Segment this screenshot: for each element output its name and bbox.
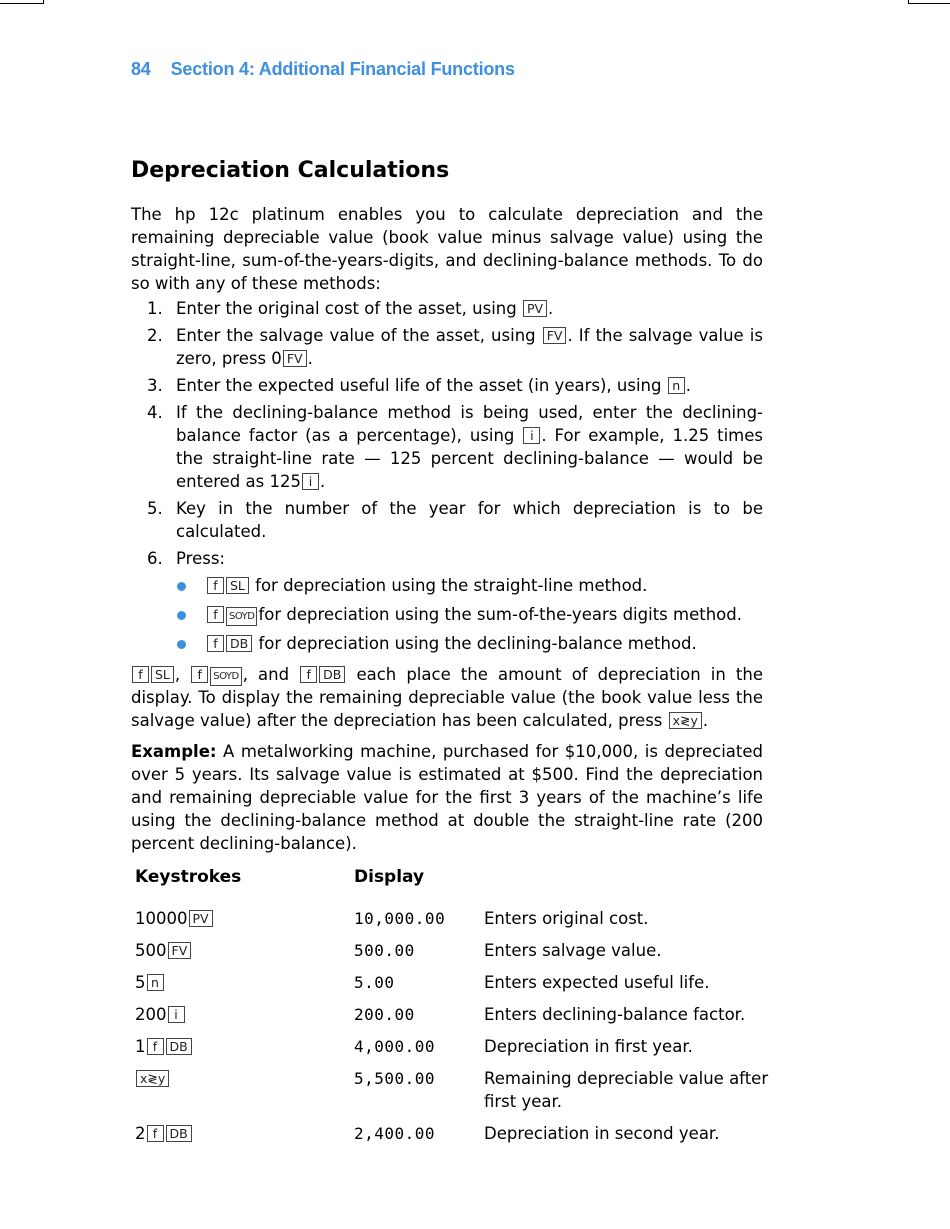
example-paragraph xyxy=(131,740,763,855)
key-icon: DB xyxy=(166,1038,192,1055)
key-icon: f xyxy=(207,577,224,594)
inline-text: If the declining-balance method is being used, enter the declining-balance factor (as a percentage), using xyxy=(176,403,763,445)
crop-mark-right xyxy=(908,0,950,4)
inline-text: . xyxy=(319,472,326,491)
inline-text: , xyxy=(174,665,191,684)
keystrokes-cell xyxy=(131,1067,350,1122)
step-number: 2. xyxy=(147,326,163,345)
key-icon: SL xyxy=(151,666,174,683)
key-icon: PV xyxy=(189,910,213,927)
list-item xyxy=(131,547,763,570)
display-header: Display xyxy=(354,867,425,887)
table-row xyxy=(131,1003,771,1035)
description-cell: Enters expected useful life. xyxy=(484,973,710,992)
key-icon: FV xyxy=(283,350,307,367)
keystrokes-table-body xyxy=(131,907,771,1154)
description-cell: Enters salvage value. xyxy=(484,941,662,960)
key-icon: x≷y xyxy=(669,712,702,729)
page-content xyxy=(131,158,769,1154)
key-icon: SOYD xyxy=(210,667,241,686)
display-cell: 5,500.00 xyxy=(354,1069,436,1088)
keystrokes-cell xyxy=(131,1122,350,1154)
inline-text: 10000 xyxy=(135,909,188,928)
key-icon: i xyxy=(523,427,540,444)
key-icon: DB xyxy=(226,635,252,652)
display-cell: 5.00 xyxy=(354,973,395,992)
keystrokes-cell xyxy=(131,907,350,939)
list-item xyxy=(131,603,763,626)
list-item xyxy=(131,497,763,543)
inline-text: . xyxy=(548,299,554,318)
display-cell: 4,000.00 xyxy=(354,1037,436,1056)
description-cell: Depreciation in second year. xyxy=(484,1124,720,1143)
key-icon: FV xyxy=(543,327,567,344)
inline-text: Enter the original cost of the asset, using xyxy=(176,299,522,318)
key-icon: f xyxy=(207,606,224,623)
keystrokes-cell xyxy=(131,971,350,1003)
key-icon: DB xyxy=(319,666,345,683)
step-number: 1. xyxy=(147,299,163,318)
key-icon: f xyxy=(191,666,208,683)
key-icon: f xyxy=(132,666,149,683)
inline-text: . If the salvage value is zero, press 0 xyxy=(176,326,763,368)
step-number: 3. xyxy=(147,376,163,395)
bullet-icon xyxy=(177,611,186,620)
key-icon: SL xyxy=(226,577,249,594)
bullet-icon xyxy=(177,640,186,649)
description-cell: Enters declining-balance factor. xyxy=(484,1005,746,1024)
inline-text: Key in the number of the year for which depreciation is to be calculated. xyxy=(176,499,763,541)
inline-text: . xyxy=(702,711,709,730)
key-icon: DB xyxy=(166,1125,192,1142)
inline-text: 2 xyxy=(135,1124,146,1143)
list-item xyxy=(131,632,763,655)
list-item xyxy=(131,374,763,397)
summary-paragraph xyxy=(131,663,763,732)
inline-text: . xyxy=(685,376,691,395)
inline-text: 1 xyxy=(135,1037,146,1056)
display-cell: 200.00 xyxy=(354,1005,415,1024)
description-header xyxy=(480,867,771,907)
display-cell: 2,400.00 xyxy=(354,1124,436,1143)
list-item xyxy=(131,297,763,320)
key-icon: FV xyxy=(168,942,192,959)
table-row xyxy=(131,1122,771,1154)
key-icon: f xyxy=(147,1125,164,1142)
example-text: A metalworking machine, purchased for $10,000, is depreciated over 5 years. Its salvage value is estimated at $500. Find the depreciation and remaining depreciable value for the first 3 years of the machine’s life using the declining-balance method at double the straight-line rate (200 percent declining-balance). xyxy=(131,742,763,853)
display-cell: 10,000.00 xyxy=(354,909,446,928)
example-label: Example: xyxy=(131,742,217,761)
table-row xyxy=(131,971,771,1003)
key-icon: f xyxy=(207,635,224,652)
page-number: 84 xyxy=(131,59,151,79)
inline-text: 5 xyxy=(135,973,146,992)
inline-text: . For example, 1.25 times the straight-line rate — 125 percent declining-balance — would be entered as 125 xyxy=(176,426,763,491)
step-number: 5. xyxy=(147,499,163,518)
description-cell: Enters original cost. xyxy=(484,909,649,928)
inline-text: Enter the salvage value of the asset, using xyxy=(176,326,542,345)
list-item xyxy=(131,324,763,370)
keystrokes-table xyxy=(131,867,771,1154)
table-row xyxy=(131,1067,771,1122)
page-heading: Depreciation Calculations xyxy=(131,158,450,183)
press-options-list xyxy=(131,574,763,655)
steps-list xyxy=(131,297,763,570)
list-item xyxy=(131,574,763,597)
keystrokes-cell xyxy=(131,1003,350,1035)
description-cell: Remaining depreciable value after first year. xyxy=(484,1069,769,1111)
keystrokes-cell xyxy=(131,939,350,971)
intro-paragraph: The hp 12c platinum enables you to calculate depreciation and the remaining depreciable value (book value minus salvage value) using the straight-line, sum-of-the-years-digits, and declining-balance methods. To do so with any of these methods: xyxy=(131,205,763,293)
inline-text: for depreciation using the straight-line method. xyxy=(249,576,648,595)
inline-text: for depreciation using the sum-of-the-years digits method. xyxy=(258,605,742,624)
crop-mark-left xyxy=(0,0,44,4)
key-icon: f xyxy=(300,666,317,683)
step-number: 4. xyxy=(147,403,163,422)
keystrokes-header: Keystrokes xyxy=(135,867,242,887)
key-icon: SOYD xyxy=(226,607,257,626)
key-icon: x≷y xyxy=(136,1070,169,1087)
inline-text: 200 xyxy=(135,1005,167,1024)
key-icon: n xyxy=(668,377,685,394)
inline-text: 500 xyxy=(135,941,167,960)
inline-text: Press: xyxy=(176,549,225,568)
list-item xyxy=(131,401,763,493)
key-icon: PV xyxy=(523,300,547,317)
inline-text: for depreciation using the declining-balance method. xyxy=(253,634,697,653)
inline-text: . xyxy=(307,349,313,368)
section-title: Section 4: Additional Financial Functions xyxy=(170,59,515,79)
key-icon: n xyxy=(147,974,164,991)
table-row xyxy=(131,1035,771,1067)
table-header-row xyxy=(131,867,771,907)
key-icon: f xyxy=(147,1038,164,1055)
description-cell: Depreciation in first year. xyxy=(484,1037,693,1056)
inline-text: Enter the expected useful life of the asset (in years), using xyxy=(176,376,667,395)
table-row xyxy=(131,907,771,939)
step-number: 6. xyxy=(147,549,163,568)
table-row xyxy=(131,939,771,971)
page-header xyxy=(131,59,515,80)
keystrokes-cell xyxy=(131,1035,350,1067)
display-cell: 500.00 xyxy=(354,941,415,960)
bullet-icon xyxy=(177,582,186,591)
key-icon: i xyxy=(168,1006,185,1023)
inline-text: , and xyxy=(242,665,300,684)
key-icon: i xyxy=(302,473,319,490)
inline-text: each place the amount of depreciation in the display. To display the remaining depreciable value (the book value less the salvage value) after the depreciation has been calculated, press xyxy=(131,665,763,730)
